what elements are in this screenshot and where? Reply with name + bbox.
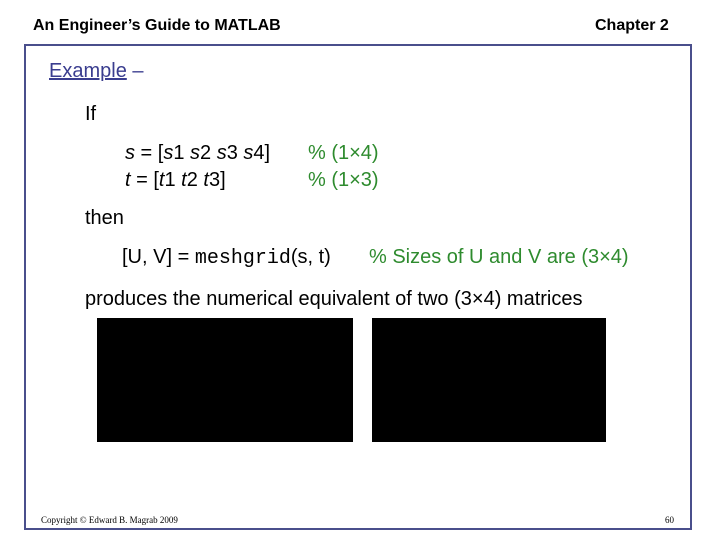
s-definition <box>125 142 270 165</box>
book-title: An Engineer’s Guide to MATLAB <box>33 17 281 34</box>
copyright-text: Copyright © Edward B. Magrab 2009 <box>41 515 178 525</box>
s-e2-num: 2 <box>200 142 217 164</box>
t-size-comment: % (1×3) <box>308 169 379 191</box>
if-label: If <box>85 103 97 125</box>
matrix-u-image <box>97 318 353 442</box>
t-e3-num: 3] <box>208 169 226 191</box>
s-e1-num: 1 <box>173 142 191 164</box>
page-number: 60 <box>665 515 674 525</box>
t-var: t <box>125 169 131 191</box>
s-e2-var: s <box>190 142 201 164</box>
s-e3-num: 3 <box>226 142 244 164</box>
s-eq: = [ <box>135 142 164 164</box>
t-e1-num: 1 <box>164 169 182 191</box>
then-label: then <box>85 207 124 229</box>
t-e2-num: 2 <box>186 169 204 191</box>
t-e2-var: t <box>181 169 187 191</box>
matrix-v-image <box>372 318 606 442</box>
t-e1-var: t <box>158 169 165 191</box>
meshgrid-statement <box>122 246 331 270</box>
s-e3-var: s <box>216 142 227 164</box>
t-eq: = [ <box>130 169 159 191</box>
example-dash: – <box>126 60 144 82</box>
chapter-label: Chapter 2 <box>595 17 669 34</box>
produces-text: produces the numerical equivalent of two (3×4) matrices <box>85 288 583 310</box>
meshgrid-size-comment: % Sizes of U and V are (3×4) <box>369 246 629 268</box>
meshgrid-lhs: [U, V] = <box>122 246 195 268</box>
s-e4-var: s <box>243 142 254 164</box>
meshgrid-func: meshgrid <box>194 247 291 270</box>
t-definition <box>125 169 226 192</box>
s-e4-num: 4] <box>253 142 271 164</box>
example-heading <box>49 60 144 83</box>
s-size-comment: % (1×4) <box>308 142 379 164</box>
s-var: s <box>125 142 135 164</box>
slide-frame <box>24 44 692 530</box>
s-e1-var: s <box>163 142 174 164</box>
meshgrid-args: (s, t) <box>290 246 331 268</box>
example-label: Example <box>49 60 127 82</box>
t-e3-var: t <box>203 169 209 191</box>
